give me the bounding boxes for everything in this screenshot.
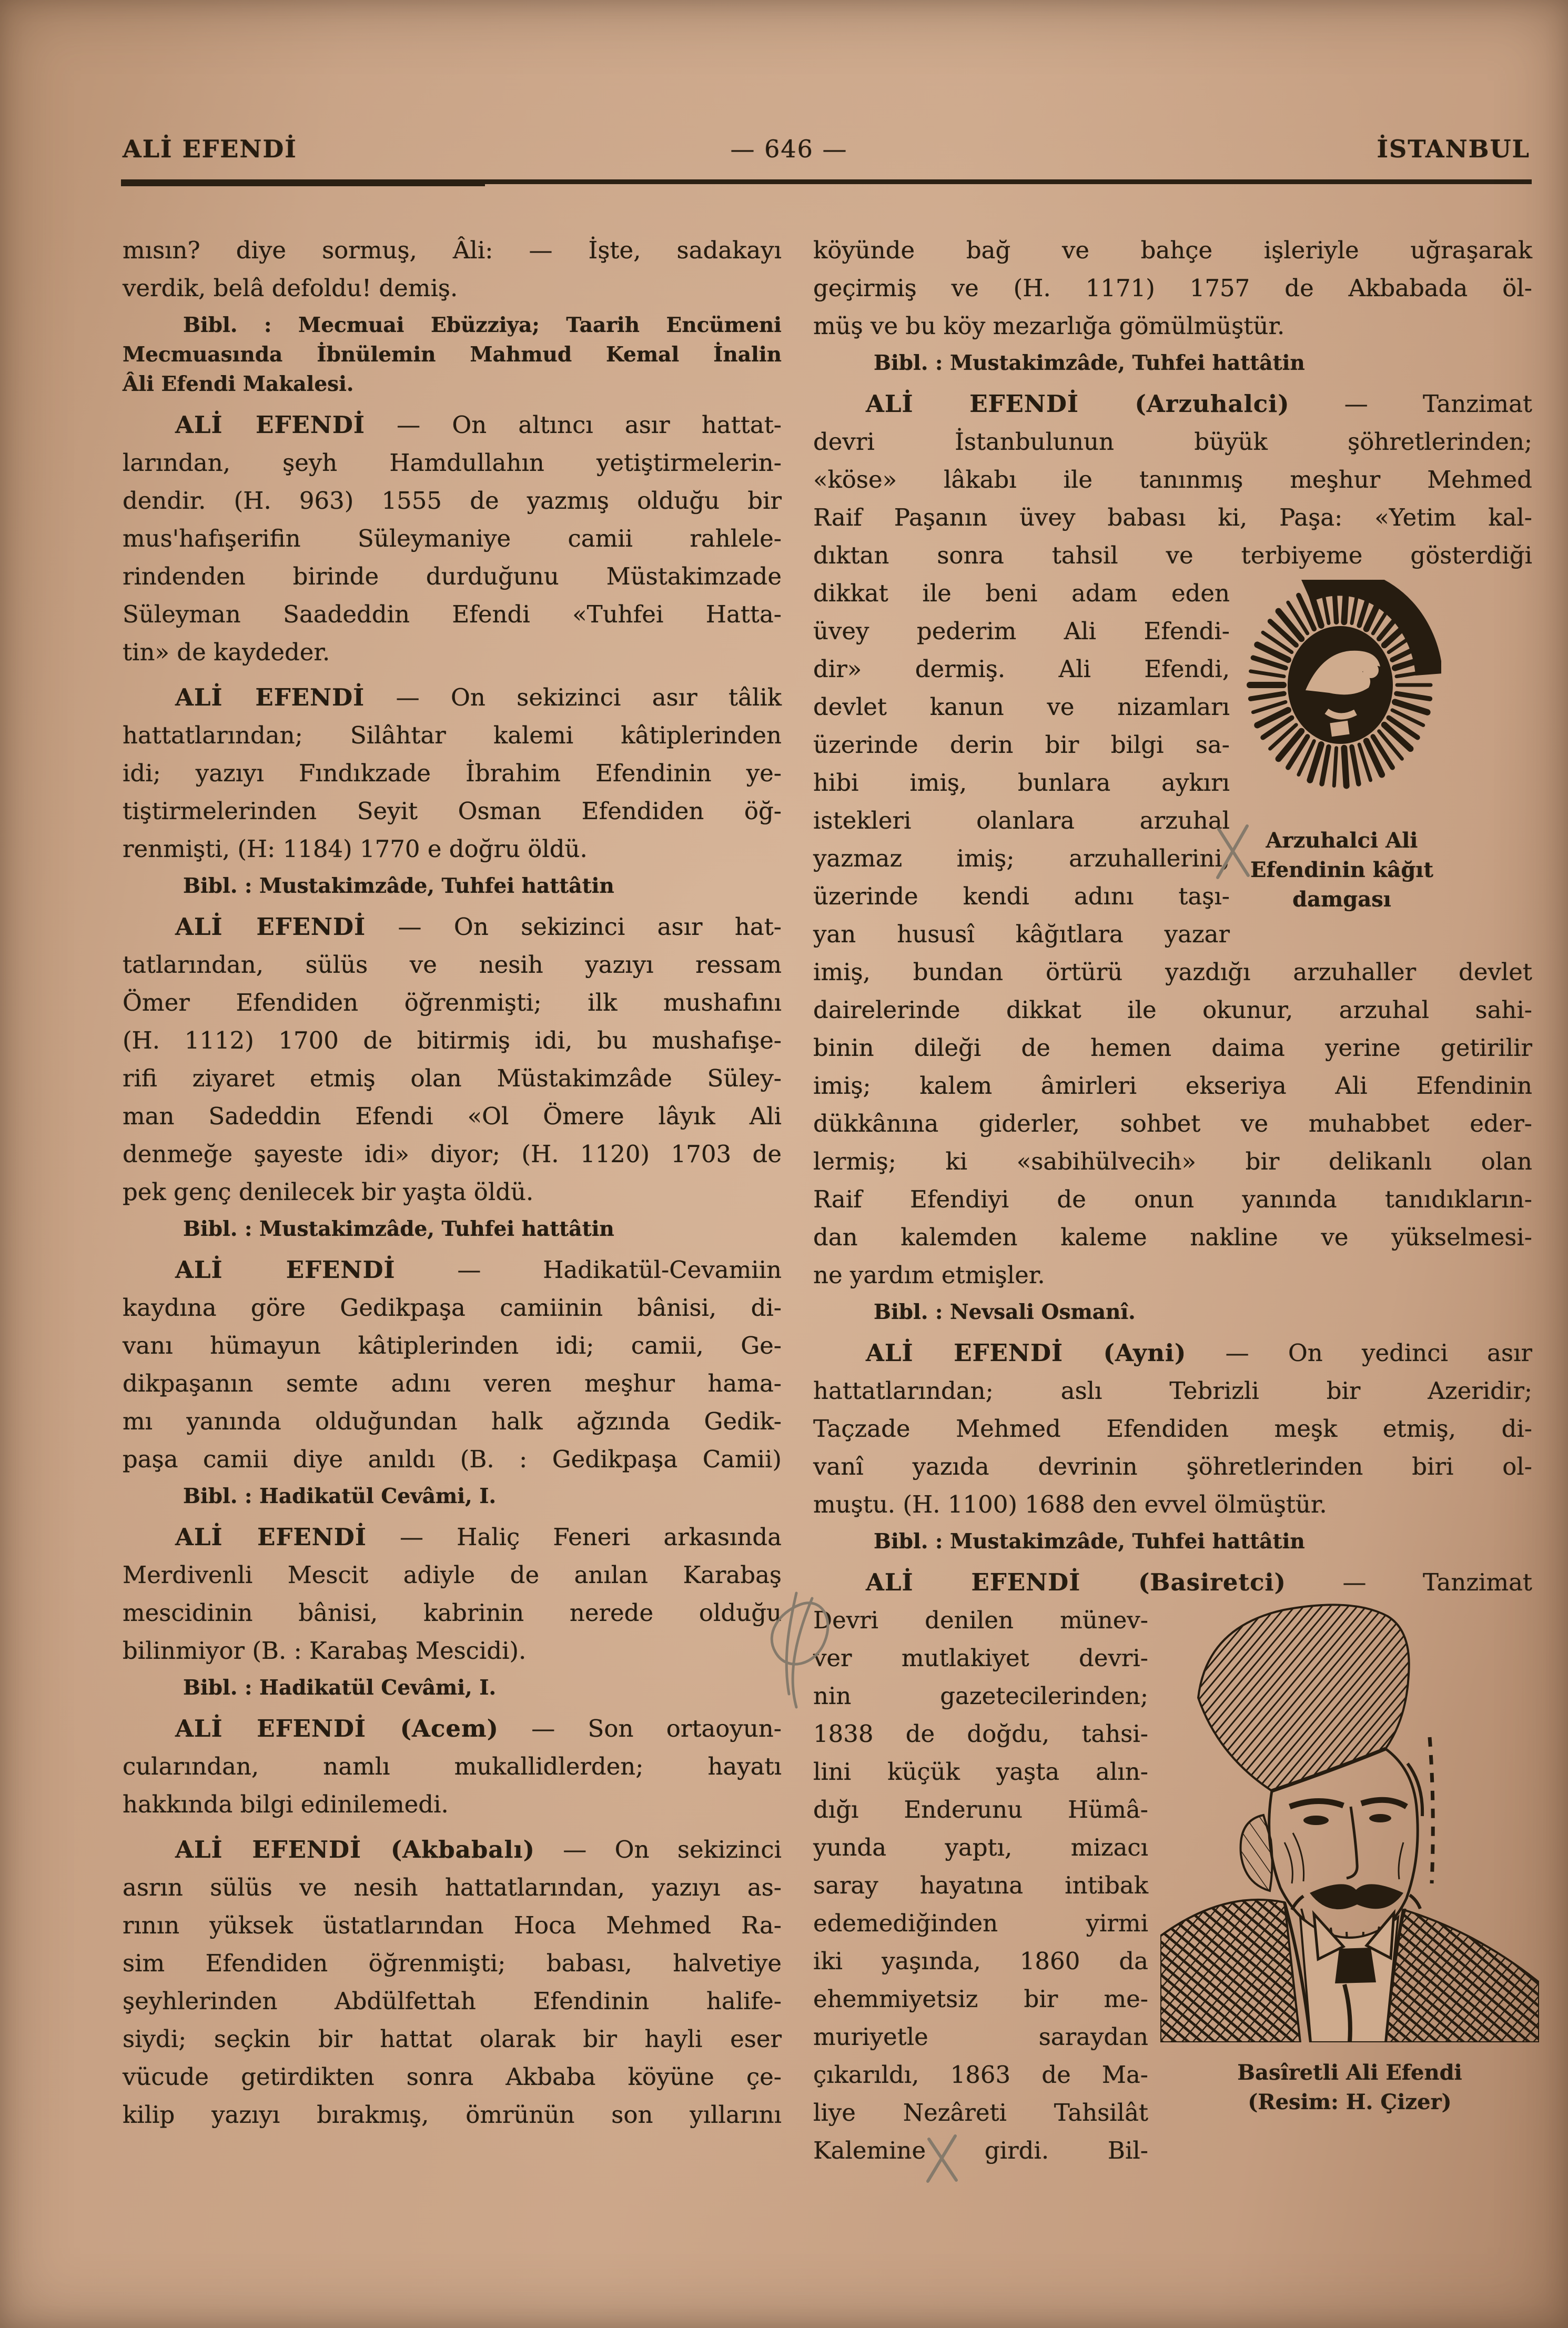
text-line: Taçzade Mehmed Efendiden meşk etmiş, di- — [813, 1415, 1532, 1443]
entry-headword: ALİ EFENDİ (Ayni) — [866, 1339, 1187, 1367]
text-line: Âli Efendi Makalesi. — [123, 372, 354, 396]
text-line: idi; yazıyı Fındıkzade İbrahim Efendinin ye- — [123, 759, 782, 787]
bibliography — [123, 1673, 782, 1702]
paragraph-wrapping-seal — [813, 575, 1532, 953]
text-line: vücude getirdikten sonra Akbaba köyüne çe- — [123, 2063, 782, 2091]
text-line: ALİ EFENDİ — On altıncı asır hattat- — [175, 411, 782, 439]
header-rule — [121, 179, 1532, 184]
entry-paragraph — [813, 1334, 1532, 1524]
portrait-caption-line: (Resim: H. Çizer) — [1248, 2090, 1452, 2114]
text-line: dairelerinde dikkat ile okunur, arzuhal sahi- — [813, 996, 1532, 1024]
text-line: ALİ EFENDİ (Acem) — Son ortaoyun- — [175, 1715, 782, 1742]
bibliography — [813, 1527, 1532, 1556]
left-column — [123, 231, 782, 2134]
text-line: ALİ EFENDİ — On sekizinci asır hat- — [175, 913, 782, 941]
text-line: Bibl. : Mustakimzâde, Tuhfei hattâtin — [183, 1217, 614, 1241]
paragraph — [813, 231, 1532, 345]
portrait-caption — [1160, 2058, 1539, 2117]
text-line: mı yanında olduğundan halk ağzında Gedik- — [123, 1407, 782, 1435]
stamp-seal-image — [1242, 580, 1441, 817]
entry-paragraph — [813, 385, 1532, 575]
text-line: dükkânına giderler, sohbet ve muhabbet eder- — [813, 1110, 1532, 1137]
entry-headword: ALİ EFENDİ — [175, 683, 365, 711]
text-line: hakkında bilgi edinilemedi. — [123, 1790, 449, 1818]
entry-headword: ALİ EFENDİ (Akbabalı) — [175, 1836, 535, 1863]
text-line: rindenden birinde durduğunu Müstakimzade — [123, 562, 782, 590]
text-line: devri İstanbulunun büyük şöhretlerinden; — [813, 428, 1532, 456]
entry-paragraph — [123, 406, 782, 671]
text-line: mısın? diye sormuş, Âli: — İşte, sadakayı — [123, 236, 782, 264]
text-line: liye Nezâreti Tahsilât — [813, 2099, 1148, 2127]
text-line: Bibl. : Mustakimzâde, Tuhfei hattâtin — [874, 1529, 1305, 1554]
text-line: muştu. (H. 1100) 1688 den evvel ölmüştür. — [813, 1490, 1327, 1518]
text-line: man Sadeddin Efendi «Ol Ömere lâyık Ali — [123, 1102, 782, 1130]
entry-paragraph — [123, 679, 782, 868]
right-column — [813, 231, 1532, 2170]
entry-headword: ALİ EFENDİ — [175, 1256, 396, 1284]
portrait-figure — [1160, 1595, 1539, 2117]
text-line: pek genç denilecek bir yaşta öldü. — [123, 1178, 534, 1206]
bibliography — [123, 1214, 782, 1244]
seal-figure — [1231, 580, 1452, 914]
text-line: yan hususî kâğıtlara yazar — [813, 920, 1230, 948]
text-line: ALİ EFENDİ — Hadikatül-Cevamiin — [175, 1256, 782, 1284]
text-line: lermiş; ki «sabihülvecih» bir delikanlı olan — [813, 1147, 1532, 1175]
text-line: Mecmuasında İbnülemin Mahmud Kemal İnalin — [123, 342, 782, 367]
entry-paragraph — [123, 1251, 782, 1478]
page-number: — 646 — — [730, 135, 848, 163]
text-line: müş ve bu köy mezarlığa gömülmüştür. — [813, 312, 1285, 340]
text-line: hattatlarından; aslı Tebrizli bir Azeridir; — [813, 1377, 1532, 1405]
paragraph — [123, 231, 782, 307]
text-line: ehemmiyetsiz bir me- — [813, 1985, 1148, 2013]
bibliography — [123, 310, 782, 399]
bibliography — [813, 1297, 1532, 1327]
text-line: ALİ EFENDİ (Akbabalı) — On sekizinci — [175, 1836, 782, 1863]
entry-headword: ALİ EFENDİ (Arzuhalci) — [866, 390, 1290, 418]
text-line: rifi ziyaret etmiş olan Müstakimzâde Süley- — [123, 1064, 782, 1092]
text-line: Raif Efendiyi de onun yanında tanıdıkların- — [813, 1185, 1532, 1213]
text-line: yunda yaptı, mizacı — [813, 1833, 1148, 1861]
text-line: renmişti, (H: 1184) 1770 e doğru öldü. — [123, 835, 588, 863]
text-line: vanı hümayun kâtiplerinden idi; camii, Ge- — [123, 1332, 782, 1359]
text-line: dendir. (H. 963) 1555 de yazmış olduğu bir — [123, 487, 782, 515]
text-line: ALİ EFENDİ — Haliç Feneri arkasında — [175, 1523, 782, 1551]
text-line: larından, şeyh Hamdullahın yetiştirmelerin- — [123, 449, 782, 477]
text-line: mus'hafışerifin Süleymaniye camii rahlele- — [123, 525, 782, 552]
bibliography — [123, 1482, 782, 1511]
text-line: paşa camii diye anıldı (B. : Gedikpaşa Camii) — [123, 1445, 782, 1473]
text-line: tiştirmelerinden Seyit Osman Efendiden öğ- — [123, 797, 782, 825]
text-line: yazmaz imiş; arzuhallerini, — [813, 844, 1230, 872]
text-line: ALİ EFENDİ (Basiretci) — Tanzimat — [866, 1568, 1533, 1596]
text-line: cularından, namlı mukallidlerden; hayatı — [123, 1752, 782, 1780]
text-line: Bibl. : Hadikatül Cevâmi, I. — [183, 1676, 497, 1700]
text-line: ALİ EFENDİ — On sekizinci asır tâlik — [175, 683, 782, 711]
text-line: Bibl. : Mecmuai Ebüzziya; Taarih Encümeni — [183, 313, 782, 337]
text-line: ver mutlakiyet devri- — [813, 1644, 1148, 1672]
paragraph-wrapping-portrait — [813, 1601, 1532, 2170]
text-line: istekleri olanlara arzuhal — [813, 807, 1230, 834]
text-line: dikpaşanın semte adını veren meşhur hama- — [123, 1369, 782, 1397]
text-line: Bibl. : Mustakimzâde, Tuhfei hattâtin — [183, 874, 614, 898]
text-line: Bibl. : Hadikatül Cevâmi, I. — [183, 1484, 497, 1508]
seal-caption-line: damgası — [1292, 887, 1391, 912]
entry-headword: ALİ EFENDİ (Acem) — [175, 1715, 499, 1742]
entry-headword: ALİ EFENDİ — [175, 411, 365, 439]
text-line: ne yardım etmişler. — [813, 1261, 1045, 1289]
text-line: üzerinde kendi adını taşı- — [813, 882, 1230, 910]
running-head-title: ALİ EFENDİ — [123, 135, 297, 163]
text-line: tatlarından, sülüs ve nesih yazıyı ressam — [123, 951, 782, 979]
text-line: dıktan sonra tahsil ve terbiyeme gösterdiği — [813, 541, 1532, 569]
text-line: dikkat ile beni adam eden — [813, 579, 1230, 607]
text-line: çıkarıldı, 1863 de Ma- — [813, 2061, 1148, 2089]
text-line: dan kalemden kaleme nakline ve yükselmesi- — [813, 1223, 1532, 1251]
text-line: kilip yazıyı bırakmış, ömrünün son yıllarını — [123, 2101, 782, 2129]
text-line: asrın sülüs ve nesih hattatlarından, yazıyı as- — [123, 1873, 782, 1901]
text-line: saray hayatına intibak — [813, 1871, 1148, 1899]
entry-paragraph — [123, 1831, 782, 2134]
text-line: imiş, bundan örtürü yazdığı arzuhaller devlet — [813, 958, 1532, 986]
entry-headword: ALİ EFENDİ (Basiretci) — [866, 1568, 1286, 1596]
text-line: kaydına göre Gedikpaşa camiinin bânisi, di- — [123, 1294, 782, 1322]
text-line: «köse» lâkabı ile tanınmış meşhur Mehmed — [813, 466, 1532, 493]
text-line: Merdivenli Mescit adiyle de anılan Karabaş — [123, 1561, 782, 1589]
text-line: mescidinin bânisi, kabrinin nerede olduğu — [123, 1599, 782, 1627]
running-head-volume: İSTANBUL — [1377, 135, 1530, 163]
text-line: Devri denilen münev- — [813, 1606, 1148, 1634]
seal-caption-line: Arzuhalci Ali — [1266, 828, 1418, 853]
text-line: 1838 de doğdu, tahsi- — [813, 1720, 1148, 1748]
text-line: Kalemine girdi. Bil- — [813, 2136, 1148, 2164]
text-line: devlet kanun ve nizamları — [813, 693, 1230, 721]
text-line: denmeğe şayeste idi» diyor; (H. 1120) 1703 de — [123, 1140, 782, 1168]
text-line: verdik, belâ defoldu! demiş. — [123, 274, 458, 302]
text-line: rının yüksek üstatlarından Hoca Mehmed Ra- — [123, 1911, 782, 1939]
text-line: ALİ EFENDİ (Arzuhalci) — Tanzimat — [866, 390, 1532, 418]
paragraph — [813, 953, 1532, 1294]
portrait-caption-line: Basîretli Ali Efendi — [1237, 2060, 1462, 2085]
text-line: muriyetle saraydan — [813, 2023, 1148, 2051]
text-line: Süleyman Saadeddin Efendi «Tuhfei Hatta- — [123, 600, 782, 628]
portrait-image — [1160, 1595, 1539, 2042]
entry-headword: ALİ EFENDİ — [175, 913, 366, 941]
text-line: üzerinde derin bir bilgi sa- — [813, 731, 1230, 759]
bibliography — [813, 348, 1532, 378]
text-line: Bibl. : Mustakimzâde, Tuhfei hattâtin — [874, 351, 1305, 375]
text-line: tin» de kaydeder. — [123, 638, 330, 666]
text-line: hattatlarından; Silâhtar kalemi kâtiplerinden — [123, 721, 782, 749]
text-line: edemediğinden yirmi — [813, 1909, 1148, 1937]
entry-paragraph — [123, 1518, 782, 1670]
text-line: siydi; seçkin bir hattat olarak bir hayli eser — [123, 2025, 782, 2053]
seal-caption-line: Efendinin kâğıt — [1250, 858, 1433, 882]
text-line: hibi imiş, bunlara aykırı — [813, 769, 1230, 797]
text-line: şeyhlerinden Abdülfettah Efendinin halife- — [123, 1987, 782, 2015]
text-line: dığı Enderunu Hümâ- — [813, 1796, 1148, 1823]
text-line: dir» dermiş. Ali Efendi, — [813, 655, 1230, 683]
text-line: ALİ EFENDİ (Ayni) — On yedinci asır — [866, 1339, 1533, 1367]
entry-headword: ALİ EFENDİ — [175, 1523, 367, 1551]
bibliography — [123, 871, 782, 901]
text-line: Ömer Efendiden öğrenmişti; ilk mushafını — [123, 989, 782, 1016]
text-line: (H. 1112) 1700 de bitirmiş idi, bu mushafışe- — [123, 1026, 782, 1054]
text-line: üvey pederim Ali Efendi- — [813, 617, 1230, 645]
text-line: geçirmiş ve (H. 1171) 1757 de Akbabada öl- — [813, 274, 1532, 302]
seal-caption — [1231, 826, 1452, 914]
text-line: imiş; kalem âmirleri ekseriya Ali Efendinin — [813, 1072, 1532, 1100]
text-line: bilinmiyor (B. : Karabaş Mescidi). — [123, 1637, 527, 1665]
text-line: Raif Paşanın üvey babası ki, Paşa: «Yetim kal- — [813, 503, 1532, 531]
text-line: lini küçük yaşta alın- — [813, 1758, 1148, 1786]
entry-paragraph — [123, 908, 782, 1211]
text-line: köyünde bağ ve bahçe işleriyle uğraşarak — [813, 236, 1532, 264]
text-line: sim Efendiden öğrenmişti; babası, halvetiye — [123, 1949, 782, 1977]
text-line: nin gazetecilerinden; — [813, 1682, 1148, 1710]
text-line: iki yaşında, 1860 da — [813, 1947, 1148, 1975]
text-line: binin dileği de hemen daima yerine getirilir — [813, 1034, 1532, 1062]
entry-paragraph — [123, 1710, 782, 1823]
text-line: Bibl. : Nevsali Osmanî. — [874, 1300, 1136, 1324]
text-line: vanî yazıda devrinin şöhretlerinden biri ol- — [813, 1453, 1532, 1480]
